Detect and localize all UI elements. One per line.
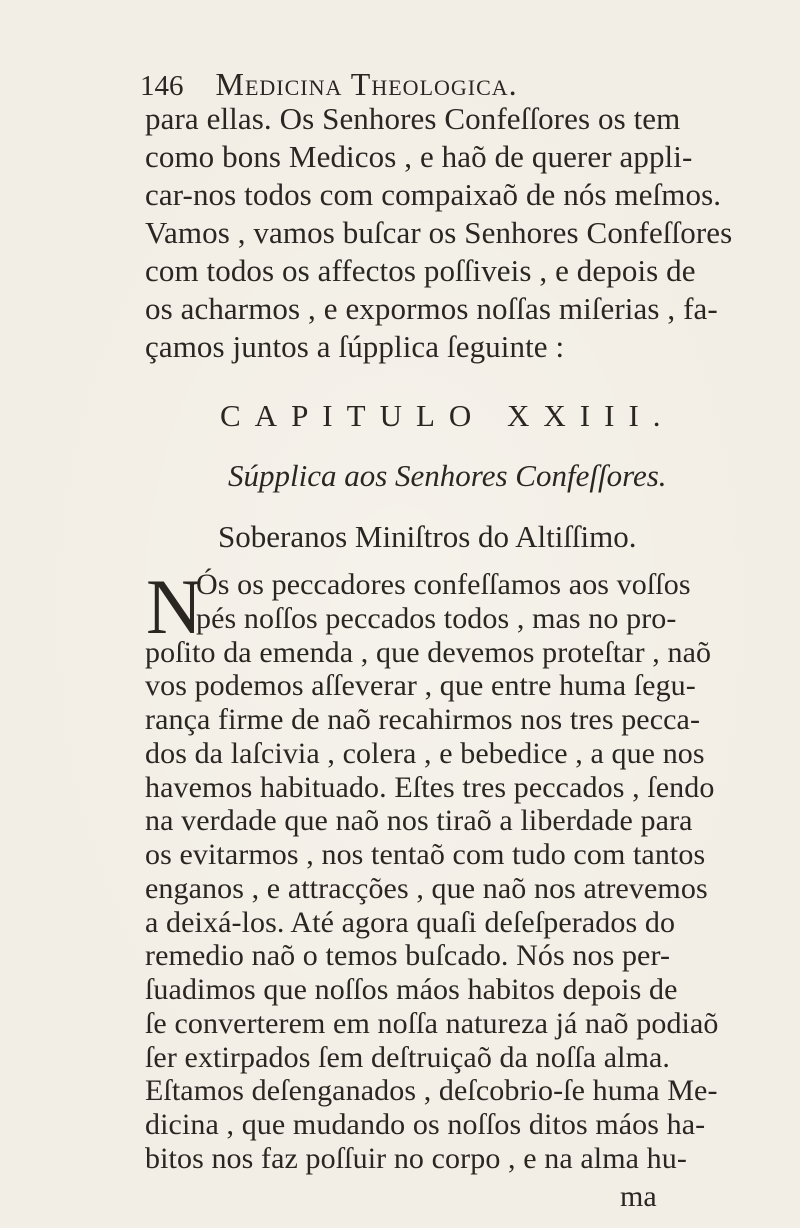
text-line: poſito da emenda , que devemos proteſtar , naõ — [145, 636, 712, 669]
text-line: para ellas. Os Senhores Confeſſores os tem — [145, 101, 681, 136]
text-line: pés noſſos peccados todos , mas no pro- — [196, 602, 677, 635]
text-line: ſuadimos que noſſos máos habitos depois de — [145, 973, 678, 1006]
text-line: bitos nos faz poſſuir no corpo , e na alma hu- — [145, 1142, 687, 1175]
text-line: rança firme de naõ recahirmos nos tres pecca- — [145, 703, 701, 736]
text-line: çamos juntos a ſúpplica ſeguinte : — [145, 329, 565, 364]
text-line: os acharmos , e expormos noſſas miſerias , fa- — [145, 291, 718, 326]
drop-cap: N — [146, 563, 203, 650]
running-title: Medicina Theologica. — [215, 66, 518, 102]
text-line: remedio naõ o temos buſcado. Nós nos per- — [145, 939, 671, 972]
page-header — [140, 66, 518, 103]
text-line: havemos habituado. Eſtes tres peccados , ſendo — [145, 771, 715, 804]
text-line: a deixá-los. Até agora quaſi deſeſperados do — [145, 906, 676, 939]
text-line: Vamos , vamos buſcar os Senhores Confeſſores — [145, 215, 733, 250]
text-line: enganos , e attracções , que naõ nos atrevemos — [145, 872, 708, 905]
text-line: dicina , que mudando os noſſos ditos máos ha- — [145, 1108, 706, 1141]
page-number: 146 — [140, 70, 184, 102]
text-line: com todos os affectos poſſiveis , e depois de — [145, 253, 696, 288]
chapter-heading: CAPITULO XXIII. — [220, 398, 675, 433]
chapter-subtitle: Súpplica aos Senhores Confeſſores. — [228, 458, 667, 493]
text-line: car-nos todos com compaixaõ de nós meſmos. — [145, 177, 722, 212]
text-line: Ós os peccadores confeſſamos aos voſſos — [196, 568, 691, 601]
text-line: ſer extirpados ſem deſtruiçaõ da noſſa alma. — [145, 1041, 671, 1074]
text-line: ſe converterem em noſſa natureza já naõ podiaõ — [145, 1007, 719, 1040]
text-line: dos da laſcivia , colera , e bebedice , a que nos — [145, 737, 705, 770]
text-line: os evitarmos , nos tentaõ com tudo com tantos — [145, 838, 706, 871]
text-line: como bons Medicos , e haõ de querer appli- — [145, 139, 693, 174]
catchword: ma — [620, 1180, 657, 1213]
salutation: Soberanos Miniſtros do Altiſſimo. — [218, 519, 637, 554]
text-line: vos podemos aſſeverar , que entre huma ſegu- — [145, 669, 696, 702]
text-line: Eſtamos deſenganados , deſcobrio-ſe huma Me- — [145, 1074, 718, 1107]
text-line: na verdade que naõ nos tiraõ a liberdade para — [145, 804, 693, 837]
